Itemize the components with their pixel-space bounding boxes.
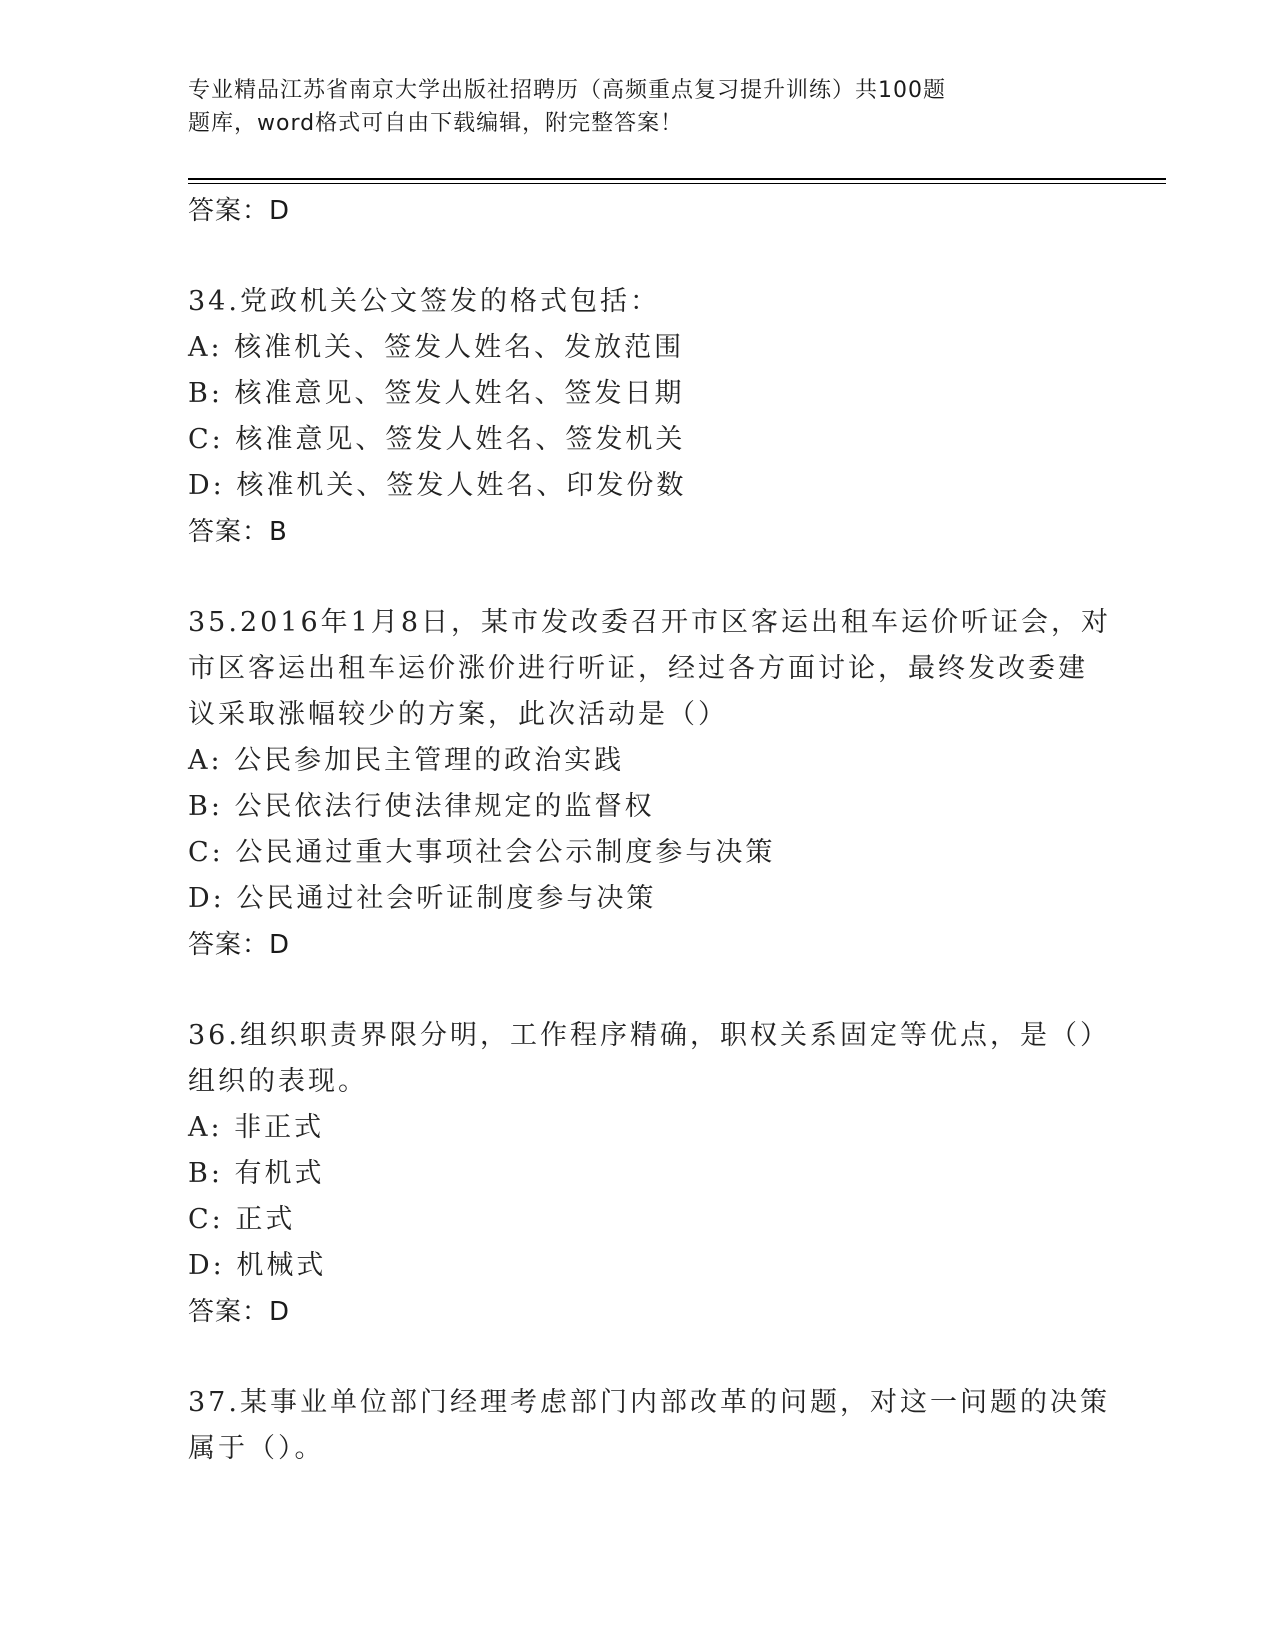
question-text: 属于（）。 xyxy=(188,1433,325,1464)
question-item xyxy=(188,600,1112,968)
option-d: D: 机械式 xyxy=(188,1250,327,1281)
question-item xyxy=(188,1013,1110,1335)
answer-line: 答案：D xyxy=(188,196,291,226)
question-text: 议采取涨幅较少的方案，此次活动是（） xyxy=(188,699,728,730)
spacer xyxy=(188,1335,1088,1380)
spacer xyxy=(188,234,1088,279)
answer-line: 答案：D xyxy=(188,930,291,960)
spacer xyxy=(188,555,1088,600)
question-text: 市区客运出租车运价涨价进行听证，经过各方面讨论，最终发改委建 xyxy=(188,653,1088,684)
answer-line: 答案：B xyxy=(188,517,288,547)
option-c: C: 正式 xyxy=(188,1204,296,1235)
spacer xyxy=(188,968,1088,1013)
option-b: B: 有机式 xyxy=(188,1158,325,1189)
question-text: 37.某事业单位部门经理考虑部门内部改革的问题，对这一问题的决策 xyxy=(188,1387,1110,1418)
question-text: 组织的表现。 xyxy=(188,1066,368,1097)
answer-line: 答案：D xyxy=(188,1297,291,1327)
option-a: A: 核准机关、签发人姓名、发放范围 xyxy=(188,332,685,363)
option-c: C: 核准意见、签发人姓名、签发机关 xyxy=(188,424,686,455)
option-a: A: 非正式 xyxy=(188,1112,325,1143)
question-list xyxy=(188,188,1112,1472)
option-b: B: 公民依法行使法律规定的监督权 xyxy=(188,791,655,822)
question-text: 35.2016年1月8日，某市发改委召开市区客运出租车运价听证会，对 xyxy=(188,607,1112,638)
header-line-1: 专业精品江苏省南京大学出版社招聘历（高频重点复习提升训练）共100题 xyxy=(188,78,946,103)
question-item xyxy=(188,279,1088,555)
option-d: D: 核准机关、签发人姓名、印发份数 xyxy=(188,470,687,501)
option-c: C: 公民通过重大事项社会公示制度参与决策 xyxy=(188,837,776,868)
option-d: D: 公民通过社会听证制度参与决策 xyxy=(188,883,657,914)
header-rule-thick xyxy=(188,178,1166,180)
header-rule-thin xyxy=(188,183,1166,184)
option-a: A: 公民参加民主管理的政治实践 xyxy=(188,745,625,776)
question-item xyxy=(188,1380,1110,1472)
question-text: 34.党政机关公文签发的格式包括： xyxy=(188,286,660,317)
header-line-2: 题库，word格式可自由下载编辑，附完整答案！ xyxy=(188,111,684,136)
question-text: 36.组织职责界限分明，工作程序精确，职权关系固定等优点，是（） xyxy=(188,1020,1110,1051)
page-header xyxy=(188,74,1038,140)
option-b: B: 核准意见、签发人姓名、签发日期 xyxy=(188,378,685,409)
